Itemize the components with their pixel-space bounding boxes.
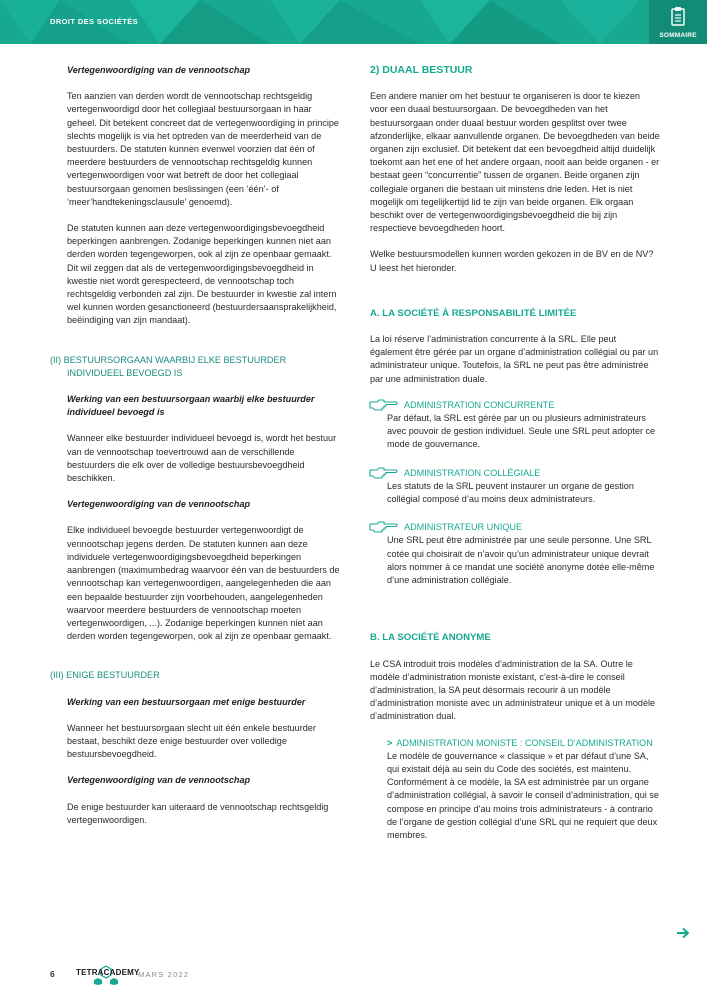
item-text: Une SRL peut être administrée par une seule personne. Une SRL cotée qui choisirait de n’avoir qu’un administrateur unique devrait alors nommer à ce mandat une société anonyme dotée elle-même d’une administration collégiale. [387,535,655,586]
item-text: Les statuts de la SRL peuvent instaurer un organe de gestion collégial composé d’au moins deux administrateurs. [387,480,634,505]
item-title: ADMINISTRATION COLLÉGIALE [404,467,541,478]
paragraph: Elke individueel bevoegde bestuurder vertegenwoordigt de vennootschap jegens derden. De statuten kunnen aan deze individuele vertegenwoordigingsbevoegdheid beperkingen aanbrengen (maximumbedrag waarvoor één van de bestuurders de vennootschap kan vertegenwoordigen, aangelegenheden die aan een bepaalde bestuurder zijn voorbehouden, aangelegenheden waarvoor meerdere bestuurders de vennootschap moeten vertegenwoordigen, ...). Zodanige beperkingen kunnen niet aan derden worden tegengeworpen, ook al zijn ze openbaar gemaakt. [67,525,340,642]
item-text: Par défaut, la SRL est gérée par un ou plusieurs administrateurs avec pouvoir de gestion individuel. Seule une SRL peut adopter ce mode de gouvernance. [387,413,656,450]
item-concurrente [370,399,660,452]
item-moniste [370,737,660,843]
pointing-hand-icon [369,520,399,534]
pointing-hand-icon [369,466,399,480]
paragraph: Le CSA introduit trois modèles d’administration de la SA. Outre le modèle d’administration moniste existant, c’est-à-dire le conseil d’administration, la SA peut désormais recourir à un modèle d’administration moniste avec un administrateur unique et à un modèle d’administration dual. [370,658,656,722]
right-column [370,64,660,852]
paragraph: La loi réserve l’administration concurrente à la SRL. Elle peut également être gérée par un organe d’administration collégial ou par un administrateur unique. Toutefois, la SRL ne peut pas être administrée par une administration duale. [370,334,659,384]
paragraph: Een andere manier om het bestuur te organiseren is door te kiezen voor een duaal bestuursorgaan. De bevoegdheden van het bestuursorgaan onder duaal bestuur worden gesplitst over twee afzonderlijke, elkaar aanvullende organen. De bevoegdheden van beide organen zijn exclusief. Dit betekent dat een bevoegdheid altijd duidelijk toekomt aan het ene of het andere orgaan, nooit aan beide organen - er bestaat geen “concurrentie” tussen de organen. Beide organen zijn collegiale organen die bestaan uit minstens drie leden. Het is niet mogelijk om tegelijkertijd lid te zijn van beide organen. Elk orgaan beschikt over de vertegenwoordigingsbevoegdheid die bij zijn respectieve bevoegdheden hoort. [370,91,660,234]
paragraph: Ten aanzien van derden wordt de vennootschap rechtsgeldig vertegenwoordigd door het collegiaal bestuursorgaan in haar geheel. Dit betekent concreet dat de vertegenwoordiging in principe slechts mogelijk is via het optreden van de meerderheid van de bestuurders. De statuten kunnen evenwel voorzien dat één of meerdere bestuurders de vennootschap rechtsgeldig kunnen vertegenwoordigen voor wat betreft de door het collegiaal bestuursorgaan genomen beslissingen (een ‘één’- of ‘meer’handtekeningsclausule’ genoemd). [67,91,339,207]
paragraph: De statuten kunnen aan deze vertegenwoordigingsbevoegdheid beperkingen aanbrengen. Zodanige beperkingen kunnen niet aan derden worden tegengeworpen, ook al zijn ze openbaar gemaakt. Dit wil zeggen dat als de vertegenwoordigingsbevoegdheid in kwestie niet wordt gerespecteerd, de vennootschap toch rechtsgeldig verbonden zal zijn. De bestuurder in kwestie zal intern wel kunnen worden gesanctioneerd (bestuurdersaansprakelijkheid, beëindiging van zijn mandaat). [67,223,337,326]
item-title [387,737,660,750]
paragraph: Wanneer het bestuursorgaan slecht uit één enkele bestuurder bestaat, beschikt deze enige bestuurder over volledige bestuursbevoegdheid. [67,722,316,760]
pointing-hand-icon [369,398,399,412]
section-title: DROIT DES SOCIÉTÉS [50,17,139,26]
page-number: 6 [50,969,55,979]
item-title: ADMINISTRATION CONCURRENTE [404,399,555,410]
paragraph: Wanneer elke bestuurder individueel bevoegd is, wordt het bestuur van de vennootschap toevertrouwd aan de verschillende bestuurders die elk over de volledige bestuursbevoegdheid beschikken. [67,433,337,484]
item-title: ADMINISTRATEUR UNIQUE [404,522,523,533]
issue-date: MARS 2022 [138,970,190,979]
subheading-vertegenwoordiging-2: Vertegenwoordiging van de vennootschap [67,499,251,510]
sommaire-button[interactable] [649,0,707,44]
subheading-werking-iii: Werking van een bestuursorgaan met enige bestuurder [67,696,306,707]
subheading-werking-ii: Werking van een bestuursorgaan waarbij elke bestuurder individueel bevoegd is [67,394,315,418]
subheading-vertegenwoordiging-3: Vertegenwoordiging van de vennootschap [67,775,251,786]
section-heading-sa: B. LA SOCIÉTÉ ANONYME [370,632,491,644]
paragraph: Welke bestuursmodellen kunnen worden gekozen in de BV en de NV? U leest het hieronder. [370,249,654,273]
left-column [50,64,342,840]
item-title-text: ADMINISTRATION MONISTE : CONSEIL D’ADMINISTRATION [396,737,653,748]
sommaire-label: SOMMAIRE [659,32,697,39]
subheading-vertegenwoordiging-1: Vertegenwoordiging van de vennootschap [67,65,251,75]
page-footer [50,960,670,990]
clipboard-icon [671,6,685,26]
paragraph: De enige bestuurder kan uiteraard de vennootschap rechtsgeldig vertegenwoordigen. [67,801,329,825]
section-heading-ii: (II) BESTUURSORGAAN WAARBIJ ELKE BESTUURDER INDIVIDUEEL BEVOEGD IS [50,354,287,378]
page-header [0,0,707,44]
item-text: Le modèle de gouvernance « classique » et par défaut d’une SA, qui existait déjà au sein du Code des sociétés, est maintenu. Conformément à ce modèle, la SA est administrée par un organe d’administration collégial, à savoir le conseil d’administration, qui se compose en principe d’au moins trois administrateurs - à contrario de l’organe de gestion collégial d’une SRL qui ne requiert que deux membres. [387,750,659,840]
section-heading-srl: A. LA SOCIÉTÉ À RESPONSABILITÉ LIMITÉE [370,307,577,319]
logo-text: TETRACADEMY [76,968,140,977]
next-page-arrow-icon[interactable] [676,927,690,939]
item-collegiale [370,467,660,507]
item-unique [370,521,660,587]
section-heading-iii: (III) ENIGE BESTUURDER [50,670,160,681]
section-heading-duaal: 2) DUAAL BESTUUR [370,64,473,76]
chevron-right-icon: > [387,737,393,748]
